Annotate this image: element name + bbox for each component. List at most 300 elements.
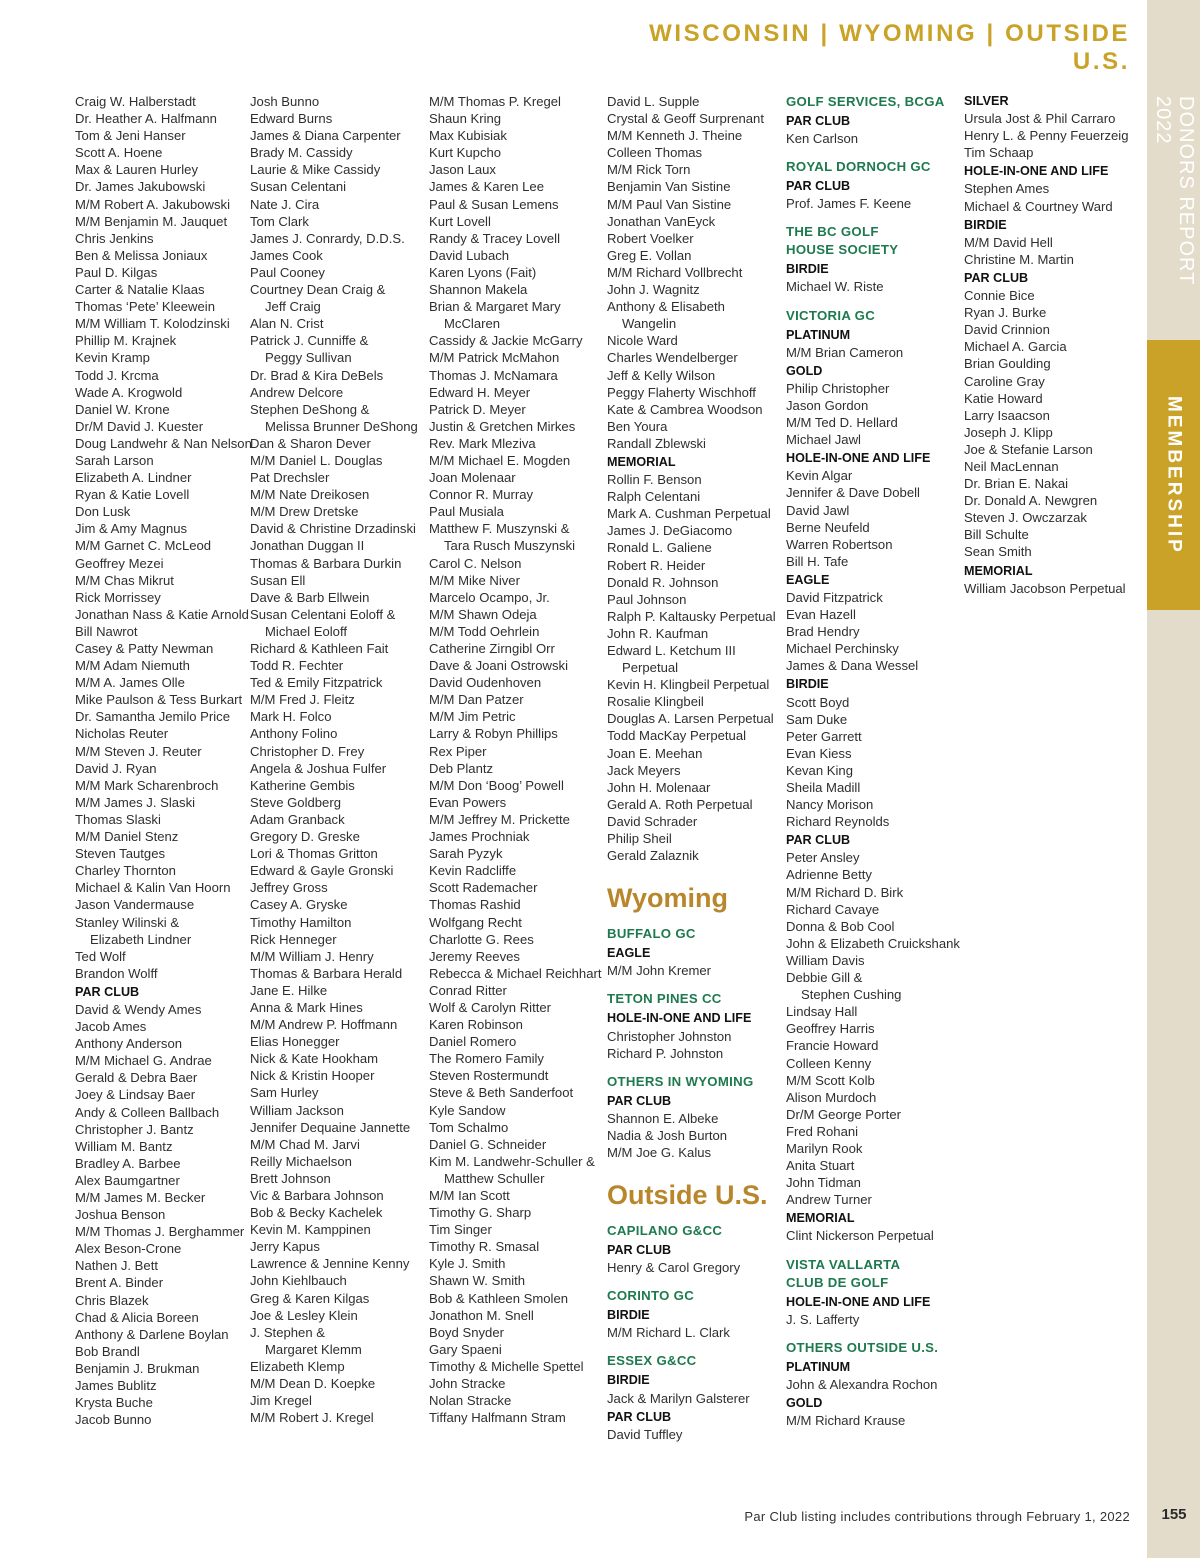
donor-name: M/M Daniel Stenz xyxy=(75,829,179,845)
donor-name: Thomas Rashid xyxy=(429,897,521,913)
giving-level-heading: EAGLE xyxy=(786,572,830,587)
donor-name: Nancy Morison xyxy=(786,797,874,813)
giving-level-heading: GOLD xyxy=(786,363,823,378)
donor-name: Neil MacLennan xyxy=(964,458,1059,474)
donor-name: Brad Hendry xyxy=(786,624,860,640)
donor-name: Jack Meyers xyxy=(607,762,681,778)
giving-level-heading: PAR CLUB xyxy=(75,984,140,999)
donor-name: Timothy Hamilton xyxy=(250,914,352,930)
donor-name: Thomas Slaski xyxy=(75,811,161,827)
club-heading: CORINTO GC xyxy=(607,1288,695,1304)
giving-level-heading: BIRDIE xyxy=(607,1373,650,1388)
donor-name: Fred Rohani xyxy=(786,1123,859,1139)
donor-name: Connie Bice xyxy=(964,288,1035,304)
donor-name: Shannon E. Albeke xyxy=(607,1110,719,1126)
donor-name: Jonathan Duggan II xyxy=(250,538,365,554)
donor-name: Paul & Susan Lemens xyxy=(429,196,559,212)
donor-name: Bob Brandl xyxy=(75,1343,140,1359)
donor-name: Kevin M. Kamppinen xyxy=(250,1222,371,1238)
donor-column-2 xyxy=(250,93,418,1426)
donor-name: Joseph J. Klipp xyxy=(964,424,1053,440)
donor-name: Don Lusk xyxy=(75,504,131,520)
donor-name: Paul Cooney xyxy=(250,264,325,280)
giving-level-heading: SILVER xyxy=(964,94,1009,108)
donor-name: James Cook xyxy=(250,247,323,263)
donor-name: Dan & Sharon Dever xyxy=(250,435,371,451)
donor-column-5 xyxy=(786,93,960,1429)
donor-name: Carol C. Nelson xyxy=(429,555,522,571)
donor-name: Peter Ansley xyxy=(786,850,860,866)
donor-name: Alison Murdoch xyxy=(786,1089,877,1105)
donor-name: Tom & Jeni Hanser xyxy=(75,128,186,144)
donor-name: M/M Paul Van Sistine xyxy=(607,196,732,212)
donor-name: Catherine Zirngibl Orr xyxy=(429,641,555,656)
donor-name: Jim Kregel xyxy=(250,1393,312,1409)
donor-name: M/M Michael G. Andrae xyxy=(75,1053,212,1069)
donor-name: Edward H. Meyer xyxy=(429,384,531,400)
donor-name: Todd J. Krcma xyxy=(75,367,159,383)
donor-name: Andrew Delcore xyxy=(250,384,344,400)
donor-column-6 xyxy=(964,93,1128,597)
donor-name: Mark A. Cushman Perpetual xyxy=(607,506,771,522)
giving-level-heading: HOLE-IN-ONE AND LIFE xyxy=(607,1011,752,1026)
donor-name: Ben & Melissa Joniaux xyxy=(75,247,208,263)
donor-name: Brandon Wolff xyxy=(75,965,158,981)
donor-name: Sam Hurley xyxy=(250,1085,319,1101)
donor-name: M/M Steven J. Reuter xyxy=(75,743,202,759)
donor-name: Michael Perchinsky xyxy=(786,641,899,657)
donor-name: Ryan & Katie Lovell xyxy=(75,487,190,503)
donor-name: M/M John Kremer xyxy=(607,963,712,979)
donor-name: Andy & Colleen Ballbach xyxy=(75,1104,220,1120)
giving-level-heading: PAR CLUB xyxy=(607,1409,672,1424)
donor-name: M/M Drew Dretske xyxy=(250,504,359,520)
donor-name: Jonathan Nass & Katie Arnold xyxy=(75,606,249,622)
donor-name: Lindsay Hall xyxy=(786,1004,858,1020)
donor-name: M/M Richard D. Birk xyxy=(786,884,904,900)
donor-name: Rick Henneger xyxy=(250,931,337,947)
donor-name: Robert R. Heider xyxy=(607,557,706,573)
donor-name: William M. Bantz xyxy=(75,1138,173,1154)
donor-name: John Tidman xyxy=(786,1175,861,1191)
donor-name: James J. Conrardy, D.D.S. xyxy=(250,230,405,246)
donor-name: Todd R. Fechter xyxy=(250,658,344,674)
donor-name: Richard Cavaye xyxy=(786,901,880,917)
giving-level-heading: BIRDIE xyxy=(786,262,829,277)
donor-name-continued: Michael Eoloff xyxy=(265,623,348,639)
donor-name: Andrew Turner xyxy=(786,1192,872,1208)
donor-name: Bob & Becky Kachelek xyxy=(250,1205,383,1221)
donor-name: Rex Piper xyxy=(429,743,487,759)
donor-name: Paul Johnson xyxy=(607,591,687,607)
donor-name: Mike Paulson & Tess Burkart xyxy=(75,692,243,708)
donor-name: Nathen J. Bett xyxy=(75,1258,158,1274)
donor-name: Anthony & Darlene Boylan xyxy=(75,1326,229,1342)
donor-name: Joan E. Meehan xyxy=(607,745,703,761)
donor-name: Shawn W. Smith xyxy=(429,1273,526,1289)
donor-name: Evan Kiess xyxy=(786,745,852,761)
donor-name: Evan Hazell xyxy=(786,607,856,623)
donor-name: M/M A. James Olle xyxy=(75,675,185,691)
giving-level-heading: MEMORIAL xyxy=(964,563,1033,578)
donor-name: Michael A. Garcia xyxy=(964,339,1067,355)
club-heading-continued: HOUSE SOCIETY xyxy=(786,242,899,258)
donor-name: Lawrence & Jennine Kenny xyxy=(250,1256,410,1272)
donor-name: Thomas & Barbara Durkin xyxy=(250,555,402,571)
donor-name: Rollin F. Benson xyxy=(607,472,702,488)
donor-name: Richard Reynolds xyxy=(786,814,890,830)
report-title: DONORS REPORT 2022 xyxy=(1152,96,1197,285)
donor-name: Tiffany Halfmann Stram xyxy=(429,1410,566,1426)
donor-name: M/M Rick Torn xyxy=(607,162,691,178)
donor-name: M/M Joe G. Kalus xyxy=(607,1144,712,1160)
donor-name: M/M Shawn Odeja xyxy=(429,606,537,622)
donor-name: Nick & Kate Hookham xyxy=(250,1051,379,1067)
donor-name: M/M Mark Scharenbroch xyxy=(75,777,219,793)
donor-name: Brent A. Binder xyxy=(75,1275,164,1291)
giving-level-heading: MEMORIAL xyxy=(786,1211,855,1226)
donor-name: Peter Garrett xyxy=(786,728,862,744)
donor-name: Steve & Beth Sanderfoot xyxy=(429,1085,574,1101)
donor-name: Greg & Karen Kilgas xyxy=(250,1290,370,1306)
donor-name: Brian Goulding xyxy=(964,356,1051,372)
donor-name: Ryan J. Burke xyxy=(964,305,1047,321)
donor-name: Thomas & Barbara Herald xyxy=(250,965,403,981)
donor-name: Bradley A. Barbee xyxy=(75,1155,181,1171)
donor-name: Daniel G. Schneider xyxy=(429,1136,547,1152)
donor-name: Marcelo Ocampo, Jr. xyxy=(429,589,550,605)
donor-name: Justin & Gretchen Mirkes xyxy=(429,418,576,434)
club-heading: BUFFALO GC xyxy=(607,926,696,942)
donor-name: Nicole Ward xyxy=(607,333,678,349)
donor-name: Dave & Barb Ellwein xyxy=(250,589,370,605)
donor-name: M/M Thomas P. Kregel xyxy=(429,94,561,109)
donor-name: J. Stephen & xyxy=(250,1324,325,1340)
donor-name: David & Wendy Ames xyxy=(75,1001,202,1017)
donor-name: Joe & Lesley Klein xyxy=(250,1307,358,1323)
donor-name: Caroline Gray xyxy=(964,373,1045,389)
donor-name: Rev. Mark Mleziva xyxy=(429,435,536,451)
donor-name: Rosalie Klingbeil xyxy=(607,694,704,710)
donor-name: Timothy & Michelle Spettel xyxy=(429,1358,584,1374)
donor-name: Geoffrey Mezei xyxy=(75,555,164,571)
donor-name: Richard & Kathleen Fait xyxy=(250,641,389,656)
donor-name: Sarah Larson xyxy=(75,452,154,468)
donor-name: M/M David Hell xyxy=(964,234,1053,250)
donor-name: Reilly Michaelson xyxy=(250,1153,352,1169)
donor-name: Charlotte G. Rees xyxy=(429,931,534,947)
donor-name: Henry & Carol Gregory xyxy=(607,1260,741,1276)
donor-name: David Jawl xyxy=(786,502,850,518)
donor-name: David J. Ryan xyxy=(75,760,157,776)
donor-name: James & Karen Lee xyxy=(429,179,544,195)
donor-name: Christine M. Martin xyxy=(964,251,1074,267)
donor-name: Randy & Tracey Lovell xyxy=(429,230,561,246)
donor-name: M/M Fred J. Fleitz xyxy=(250,692,355,708)
donor-name: M/M Dean D. Koepke xyxy=(250,1376,376,1392)
donor-name: Kevin Algar xyxy=(786,468,853,484)
club-heading: ROYAL DORNOCH GC xyxy=(786,159,931,175)
donor-name: Katherine Gembis xyxy=(250,777,355,793)
donor-name: John & Elizabeth Cruickshank xyxy=(786,935,960,951)
donor-name: Bill H. Tafe xyxy=(786,553,849,569)
donor-name: Gerald & Debra Baer xyxy=(75,1070,198,1086)
donor-name: Thomas ‘Pete’ Kleewein xyxy=(75,299,215,315)
donor-name: Bill Nawrot xyxy=(75,623,138,639)
donor-name: M/M Chad M. Jarvi xyxy=(250,1136,360,1152)
giving-level-heading: HOLE-IN-ONE AND LIFE xyxy=(964,164,1109,179)
donor-name: Ben Youra xyxy=(607,418,668,434)
donor-name: Casey & Patty Newman xyxy=(75,641,214,656)
donor-name: M/M Richard L. Clark xyxy=(607,1325,730,1341)
donor-name: Jonathon M. Snell xyxy=(429,1307,534,1323)
donor-name: Josh Bunno xyxy=(250,94,320,109)
donor-name: Jack & Marilyn Galsterer xyxy=(607,1390,750,1406)
donor-name: J. S. Lafferty xyxy=(786,1311,860,1327)
donor-name: Max Kubisiak xyxy=(429,128,507,144)
donor-name: John & Alexandra Rochon xyxy=(786,1376,938,1392)
donor-name: Greg E. Vollan xyxy=(607,247,692,263)
donor-name: Dr. Heather A. Halfmann xyxy=(75,111,217,127)
donor-name: M/M Robert A. Jakubowski xyxy=(75,196,230,212)
donor-name-continued: Elizabeth Lindner xyxy=(90,931,192,947)
donor-name: Larry Isaacson xyxy=(964,407,1050,423)
donor-name: Nick & Kristin Hooper xyxy=(250,1068,375,1084)
donor-name: M/M Scott Kolb xyxy=(786,1072,875,1088)
donor-name: Craig W. Halberstadt xyxy=(75,94,196,109)
donor-name: David Lubach xyxy=(429,247,510,263)
donor-name: Douglas A. Larsen Perpetual xyxy=(607,711,774,727)
donor-name: Kevan King xyxy=(786,762,853,778)
club-heading: OTHERS OUTSIDE U.S. xyxy=(786,1339,939,1355)
donor-name: M/M Chas Mikrut xyxy=(75,572,174,588)
donor-name: Kim M. Landwehr-Schuller & xyxy=(429,1153,595,1169)
donor-name: Donna & Bob Cool xyxy=(786,918,895,934)
donor-name-continued: Tara Rusch Muszynski xyxy=(444,538,575,554)
donor-name: Warren Robertson xyxy=(786,536,893,552)
region-heading: Wyoming xyxy=(607,883,728,914)
donor-name: Charley Thornton xyxy=(75,863,176,879)
donor-name: Deb Plantz xyxy=(429,760,494,776)
giving-level-heading: MEMORIAL xyxy=(607,454,676,469)
section-tab-label: MEMBERSHIP xyxy=(1163,395,1185,555)
donor-name: Crystal & Geoff Surprenant xyxy=(607,111,764,127)
donor-name: Michael W. Riste xyxy=(786,279,884,295)
donor-name: Benjamin Van Sistine xyxy=(607,179,731,195)
donor-name: Kevin Radcliffe xyxy=(429,863,517,879)
donor-name: David Oudenhoven xyxy=(429,675,542,691)
region-heading: Outside U.S. xyxy=(607,1180,768,1211)
donor-name: Marilyn Rook xyxy=(786,1140,863,1156)
donor-name: Todd MacKay Perpetual xyxy=(607,728,747,744)
donor-name: Casey A. Gryske xyxy=(250,897,348,913)
donor-name: Thomas J. McNamara xyxy=(429,367,558,383)
donor-name: Timothy G. Sharp xyxy=(429,1205,532,1221)
donor-name: Joey & Lindsay Baer xyxy=(75,1087,196,1103)
donor-name: William Jackson xyxy=(250,1102,344,1118)
donor-name: Debbie Gill & xyxy=(786,970,863,986)
donor-name: M/M Benjamin M. Jauquet xyxy=(75,213,228,229)
donor-name: Sarah Pyzyk xyxy=(429,846,503,862)
donor-name: Tom Schalmo xyxy=(429,1119,509,1135)
donor-name: Sam Duke xyxy=(786,711,848,727)
donor-name: John R. Kaufman xyxy=(607,625,709,641)
giving-level-heading: PLATINUM xyxy=(786,1359,851,1374)
donor-name: Tim Singer xyxy=(429,1222,492,1238)
donor-name: Scott A. Hoene xyxy=(75,145,163,161)
donor-name: Bill Schulte xyxy=(964,527,1029,543)
donor-name: M/M William J. Henry xyxy=(250,948,374,964)
club-heading: VISTA VALLARTA xyxy=(786,1256,901,1272)
donor-name: Chris Jenkins xyxy=(75,230,154,246)
donor-column-4 xyxy=(607,93,776,1443)
donor-name: M/M Garnet C. McLeod xyxy=(75,538,212,554)
donor-name: Dr. Donald A. Newgren xyxy=(964,493,1098,509)
donor-name: Shannon Makela xyxy=(429,282,528,298)
donor-name: David Crinnion xyxy=(964,322,1050,338)
donor-name: Patrick D. Meyer xyxy=(429,401,526,417)
donor-name: Katie Howard xyxy=(964,390,1043,406)
donor-name: M/M Patrick McMahon xyxy=(429,350,560,366)
donor-name: David Tuffley xyxy=(607,1426,683,1442)
donor-name: M/M Richard Krause xyxy=(786,1413,906,1428)
donor-name: Anthony Anderson xyxy=(75,1036,183,1052)
donor-name: Edward Burns xyxy=(250,111,333,127)
donor-name: James Bublitz xyxy=(75,1378,157,1394)
donor-name: Boyd Snyder xyxy=(429,1324,504,1340)
donor-name: Chris Blazek xyxy=(75,1292,149,1308)
donor-name: Jane E. Hilke xyxy=(250,982,328,998)
donor-name: M/M Nate Dreikosen xyxy=(250,487,370,503)
donor-name: The Romero Family xyxy=(429,1051,544,1067)
donor-name: Randall Zblewski xyxy=(607,435,706,451)
donor-name: Wolf & Carolyn Ritter xyxy=(429,999,551,1015)
donor-name: Donald R. Johnson xyxy=(607,574,719,590)
donor-name: Edward & Gayle Gronski xyxy=(250,863,394,879)
donor-name: Jennifer Dequaine Jannette xyxy=(250,1119,411,1135)
donor-name: Dr/M George Porter xyxy=(786,1106,901,1122)
donor-name: M/M Ted D. Hellard xyxy=(786,415,898,431)
donor-name: Edward L. Ketchum III xyxy=(607,643,736,658)
donor-name: Jacob Bunno xyxy=(75,1412,152,1428)
donor-name: David Schrader xyxy=(607,813,698,829)
donor-name: Daniel Romero xyxy=(429,1034,517,1050)
donor-name: Joan Molenaar xyxy=(429,470,516,486)
giving-level-heading: PLATINUM xyxy=(786,327,851,342)
donor-name: Nadia & Josh Burton xyxy=(607,1127,728,1143)
donor-name: John H. Molenaar xyxy=(607,779,711,795)
donor-name: M/M Robert J. Kregel xyxy=(250,1410,374,1426)
giving-level-heading: PAR CLUB xyxy=(607,1243,672,1258)
donor-name: Dave & Joani Ostrowski xyxy=(429,658,568,674)
donor-name: Rebecca & Michael Reichhart xyxy=(429,965,602,981)
donor-name: Patrick J. Cunniffe & xyxy=(250,333,369,349)
donor-name: James J. DeGiacomo xyxy=(607,523,733,539)
page-number: 155 xyxy=(1161,1506,1187,1523)
donor-name: Ken Carlson xyxy=(786,131,859,147)
donor-name: Stephen DeShong & xyxy=(250,401,370,417)
giving-level-heading: EAGLE xyxy=(607,946,651,961)
donor-name: Christopher J. Bantz xyxy=(75,1121,194,1137)
donor-name: Jason Vandermause xyxy=(75,897,195,913)
donor-name-continued: McClaren xyxy=(444,316,501,332)
donor-name: Alex Beson-Crone xyxy=(75,1241,182,1257)
donor-name: Paul D. Kilgas xyxy=(75,264,158,280)
donor-name: Richard P. Johnston xyxy=(607,1045,724,1061)
donor-name: Steven Tautges xyxy=(75,846,166,862)
donor-name: William Jacobson Perpetual xyxy=(964,580,1126,596)
donor-name-continued: Stephen Cushing xyxy=(801,987,902,1003)
donor-name: James Prochniak xyxy=(429,829,530,845)
club-heading: TETON PINES CC xyxy=(607,991,722,1007)
donor-name: John Stracke xyxy=(429,1376,506,1392)
donor-name: Ronald L. Galiene xyxy=(607,540,712,556)
donor-name-continued: Matthew Schuller xyxy=(444,1170,545,1186)
donor-name: Colleen Thomas xyxy=(607,145,703,161)
donor-name: Philip Sheil xyxy=(607,831,672,847)
donor-name: Susan Celentani Eoloff & xyxy=(250,606,396,622)
donor-name: Kevin Kramp xyxy=(75,350,150,366)
donor-name: Adam Granback xyxy=(250,811,345,827)
donor-name-continued: Melissa Brunner DeShong xyxy=(265,418,418,434)
club-heading-continued: CLUB DE GOLF xyxy=(786,1274,889,1290)
donor-name: M/M James J. Slaski xyxy=(75,794,196,810)
donor-name: Jason Gordon xyxy=(786,397,869,413)
donor-name: Scott Boyd xyxy=(786,694,850,710)
giving-level-heading: HOLE-IN-ONE AND LIFE xyxy=(786,1294,931,1309)
donor-name: Jeffrey Gross xyxy=(250,880,328,896)
donor-name: Connor R. Murray xyxy=(429,487,534,503)
donor-name: Colleen Kenny xyxy=(786,1055,872,1071)
donor-name: Benjamin J. Brukman xyxy=(75,1360,200,1376)
donor-name: Gary Spaeni xyxy=(429,1341,502,1357)
giving-level-heading: PAR CLUB xyxy=(786,179,851,194)
donor-name: Doug Landwehr & Nan Nelson xyxy=(75,435,252,451)
club-heading: VICTORIA GC xyxy=(786,307,876,323)
club-heading: GOLF SERVICES, BCGA xyxy=(786,94,945,109)
giving-level-heading: BIRDIE xyxy=(964,217,1007,232)
donor-name: Kevin H. Klingbeil Perpetual xyxy=(607,677,770,693)
donor-name: Kate & Cambrea Woodson xyxy=(607,401,763,417)
donor-name: Brian & Margaret Mary xyxy=(429,299,561,315)
donor-name: Philip Christopher xyxy=(786,380,890,396)
donor-name: Susan Ell xyxy=(250,572,306,588)
donor-name: Gerald Zalaznik xyxy=(607,848,699,864)
donor-name: John Kiehlbauch xyxy=(250,1273,347,1289)
donor-name: Elizabeth A. Lindner xyxy=(75,470,192,486)
donor-name: Alan N. Crist xyxy=(250,316,324,332)
giving-level-heading: PAR CLUB xyxy=(786,833,851,848)
donor-name: M/M Andrew P. Hoffmann xyxy=(250,1017,398,1033)
donor-name: Francie Howard xyxy=(786,1038,879,1054)
donor-name: M/M Thomas J. Berghammer xyxy=(75,1224,245,1240)
donor-name: Larry & Robyn Phillips xyxy=(429,726,558,742)
donor-name: Wade A. Krogwold xyxy=(75,384,183,400)
donor-name: Geoffrey Harris xyxy=(786,1021,875,1037)
donor-name: Dr. Samantha Jemilo Price xyxy=(75,709,231,725)
donor-name: Tom Clark xyxy=(250,213,309,229)
donor-name: Kurt Lovell xyxy=(429,213,491,229)
donor-name: Anna & Mark Hines xyxy=(250,999,363,1015)
donor-name: Chad & Alicia Boreen xyxy=(75,1309,199,1325)
donor-name: Michael & Courtney Ward xyxy=(964,198,1113,214)
donor-name: M/M Don ‘Boog’ Powell xyxy=(429,777,564,793)
donor-name: Kyle Sandow xyxy=(429,1102,506,1118)
giving-level-heading: BIRDIE xyxy=(786,677,829,692)
donor-name: M/M William T. Kolodzinski xyxy=(75,316,230,332)
donor-name: Stephen Ames xyxy=(964,181,1050,197)
donor-name-continued: Peggy Sullivan xyxy=(265,350,352,366)
